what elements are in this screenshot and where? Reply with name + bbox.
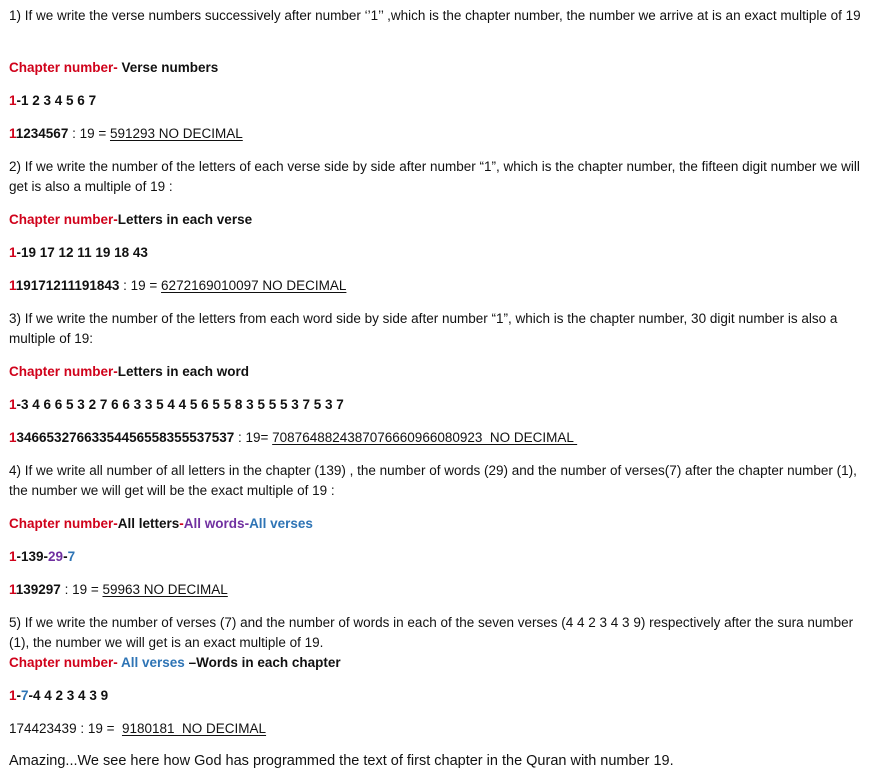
section-3-sequence <box>9 395 344 415</box>
calc-number: 139297 <box>15 582 61 597</box>
chapter-digit: 1 <box>9 278 16 293</box>
section-1-sequence <box>9 91 96 111</box>
all-verses-label: All verses <box>249 516 313 531</box>
section-3-calculation <box>9 428 577 448</box>
chapter-digit: 1 <box>9 430 17 445</box>
words-in-each-chapter-label: –Words in each chapter <box>184 655 341 670</box>
chapter-number-label: Chapter number <box>9 212 114 227</box>
words-count: 29 <box>48 549 64 564</box>
section-4-sequence <box>9 547 75 567</box>
calc-result: 59963 NO DECIMAL <box>102 582 228 597</box>
chapter-number-label: Chapter number <box>9 516 114 531</box>
chapter-digit: 1 <box>9 126 16 141</box>
section-4-header <box>9 514 313 534</box>
section-5-calculation <box>9 719 266 739</box>
sequence-digits: -3 4 6 6 5 3 2 7 6 6 3 3 5 4 4 5 6 5 5 8 3 5 5 5 3 7 5 3 7 <box>16 397 344 412</box>
section-5-intro: 5) If we write the number of verses (7) and the number of words in each of the seven verses (4 4 2 3 4 3 9) respectively after the sura number (1), the number we will get is an exact multiple of 19. <box>9 615 854 650</box>
letters-count: -139- <box>16 549 49 564</box>
calc-number: 34665327663354456558355537537 <box>16 430 235 445</box>
chapter-number-label: Chapter number <box>9 60 114 75</box>
separator: - <box>179 516 184 531</box>
divide-by-19: : 19= <box>234 430 273 445</box>
calc-number: 174423439 <box>9 721 77 736</box>
section-2-intro: 2) If we write the number of the letters of each verse side by side after number “1”, which is the chapter number, the fifteen digit number we will get is also a multiple of 19 : <box>9 159 860 194</box>
separator: - <box>113 60 122 75</box>
section-2-sequence <box>9 243 148 263</box>
section-2-calculation <box>9 276 346 296</box>
all-letters-label: All letters <box>117 516 180 531</box>
separator: - <box>244 516 250 531</box>
chapter-digit: 1 <box>9 397 17 412</box>
chapter-digit: 1 <box>9 549 17 564</box>
verses-count: 7 <box>67 549 76 564</box>
chapter-number-label: Chapter number <box>9 364 114 379</box>
separator: - <box>113 516 118 531</box>
calc-result: 9180181 NO DECIMAL <box>121 721 267 736</box>
chapter-digit: 1 <box>9 688 17 703</box>
separator: - <box>113 655 122 670</box>
calc-result: 6272169010097 NO DECIMAL <box>161 278 347 293</box>
section-4-intro: 4) If we write all number of all letters in the chapter (139) , the number of words (29) and the number of verses(7) after the chapter number (1), the number we will get will be the exact multiple of 19 : <box>9 463 857 498</box>
divide-by-19: : 19 = <box>60 582 103 597</box>
sequence-digits: -1 2 3 4 5 6 7 <box>16 93 97 108</box>
separator: - <box>113 364 118 379</box>
separator: - <box>113 212 118 227</box>
separator: - <box>63 549 68 564</box>
chapter-digit: 1 <box>9 93 17 108</box>
divide-by-19: : 19 = <box>76 721 122 736</box>
letters-in-each-word-label: Letters in each word <box>117 364 250 379</box>
section-3-header <box>9 362 249 382</box>
section-4-calculation <box>9 580 228 600</box>
closing-statement: Amazing...We see here how God has programmed the text of first chapter in the Quran with number 19. <box>9 753 674 769</box>
section-2-header <box>9 210 252 230</box>
chapter-digit: 1 <box>9 582 16 597</box>
section-5-sequence <box>9 686 108 706</box>
verses-count: 7 <box>21 688 29 703</box>
section-1-intro: 1) If we write the verse numbers successively after number ‘’1’’ ,which is the chapter number, the number we arrive at is an exact multiple of 19 <box>9 8 861 23</box>
separator: - <box>16 688 22 703</box>
chapter-number-label: Chapter number <box>9 655 114 670</box>
calc-number: 1234567 <box>15 126 69 141</box>
calc-result: 7087648824387076660966080923 NO DECIMAL <box>272 430 578 445</box>
chapter-digit: 1 <box>9 245 17 260</box>
sequence-digits: -4 4 2 3 4 3 9 <box>28 688 109 703</box>
verse-numbers-label: Verse numbers <box>121 60 219 75</box>
letters-in-each-verse-label: Letters in each verse <box>117 212 253 227</box>
section-1-header <box>9 58 218 78</box>
calc-number: 19171211191843 <box>15 278 120 293</box>
section-3-intro: 3) If we write the number of the letters from each word side by side after number “1”, which is the chapter number, 30 digit number is also a multiple of 19: <box>9 311 838 346</box>
divide-by-19: : 19 = <box>68 126 110 141</box>
divide-by-19: : 19 = <box>119 278 162 293</box>
calc-result: 591293 NO DECIMAL <box>109 126 243 141</box>
all-words-label: All words <box>183 516 245 531</box>
sequence-digits: -19 17 12 11 19 18 43 <box>16 245 148 260</box>
section-5-header <box>9 653 341 673</box>
all-verses-label: All verses <box>121 655 185 670</box>
section-1-calculation <box>9 124 243 144</box>
